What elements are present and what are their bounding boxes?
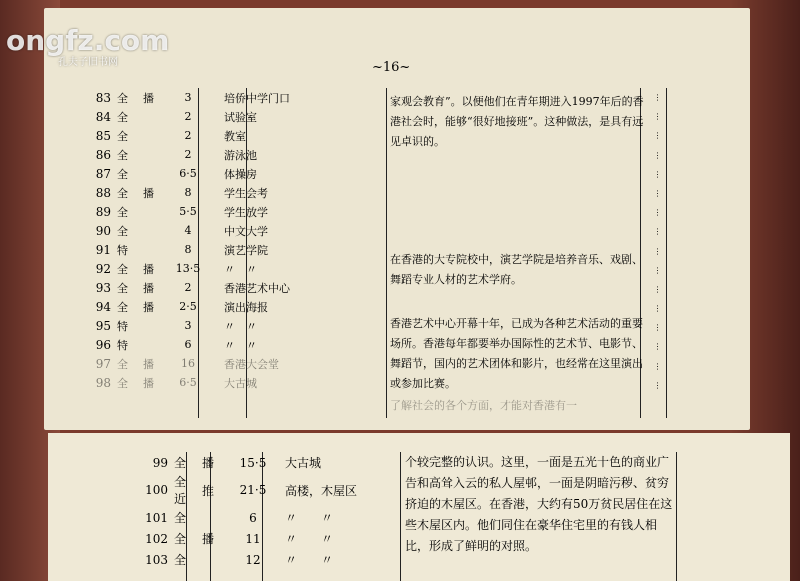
table-row (74, 297, 347, 316)
prose-paragraph: 在香港的大专院校中，演艺学院是培养音乐、戏剧、舞蹈专业人材的艺术学府。 (390, 253, 643, 286)
shot-content: 体操房 (224, 167, 257, 181)
shot-mark: 播 (143, 281, 154, 295)
shot-number: 92 (95, 261, 111, 276)
shot-type: 特 (117, 319, 128, 333)
watermark-cn: 孔夫子旧书网 (58, 57, 118, 68)
dotted-column (650, 88, 664, 418)
shot-type: 全 (117, 129, 128, 143)
shot-type: 全近 (174, 475, 187, 506)
dotted-mark: ⋮ (653, 227, 661, 237)
shot-type: 全 (174, 511, 187, 525)
shot-content: 〃 〃 (224, 338, 257, 352)
shot-number: 85 (95, 128, 111, 143)
shot-duration: 8 (184, 186, 192, 199)
shot-mark (140, 240, 166, 259)
shot-content: 大古城 (285, 456, 322, 470)
dotted-mark: ⋮ (653, 150, 661, 160)
shot-mark (140, 316, 166, 335)
shot-type: 特 (117, 243, 128, 257)
shot-number: 96 (95, 337, 111, 352)
shot-duration: 2·5 (179, 300, 197, 313)
shot-type: 全 (174, 532, 187, 546)
table-row (74, 221, 347, 240)
shot-number: 84 (95, 109, 111, 124)
shot-number: 89 (95, 204, 111, 219)
shot-mark: 推 (202, 483, 215, 498)
table-row (135, 549, 408, 570)
shot-duration: 12 (245, 552, 261, 567)
dotted-mark: ⋮ (653, 208, 661, 218)
shot-type: 特 (117, 338, 128, 352)
shot-content: 〃 〃 (285, 553, 334, 567)
shot-mark (199, 549, 231, 570)
shot-type: 全 (117, 110, 128, 124)
shot-content: 试验室 (224, 110, 257, 124)
table-row (74, 240, 347, 259)
shot-mark (199, 507, 231, 528)
shot-mark (140, 335, 166, 354)
shot-content: 培侨中学门口 (224, 91, 290, 105)
watermark-logo (6, 24, 169, 68)
shot-mark: 播 (143, 91, 154, 105)
dotted-mark: ⋮ (653, 188, 661, 198)
shot-type: 全 (117, 281, 128, 295)
dotted-mark: ⋮ (653, 304, 661, 314)
shot-number: 99 (152, 455, 168, 470)
shot-number: 97 (95, 356, 111, 371)
shot-duration: 3 (184, 91, 192, 104)
shot-type: 全 (117, 91, 128, 105)
shot-type: 全 (174, 456, 187, 470)
dotted-mark: ⋮ (653, 323, 661, 333)
shot-mark (140, 221, 166, 240)
shot-content: 游泳池 (224, 148, 257, 162)
shot-number: 95 (95, 318, 111, 333)
shot-duration: 15·5 (239, 455, 267, 470)
table-row (74, 126, 347, 145)
shot-content: 学生放学 (224, 205, 268, 219)
shot-duration: 6·5 (179, 376, 197, 389)
shot-mark: 播 (202, 456, 215, 470)
shot-content: 〃 〃 (285, 532, 334, 546)
dotted-mark: ⋮ (653, 361, 661, 371)
table-row (74, 107, 347, 126)
dotted-mark: ⋮ (653, 169, 661, 179)
shot-duration: 2 (184, 129, 192, 142)
shot-duration: 6 (184, 338, 192, 351)
table-row (74, 145, 347, 164)
shot-number: 86 (95, 147, 111, 162)
shot-content: 教室 (224, 129, 246, 143)
shot-mark: 播 (143, 376, 154, 390)
shot-duration: 2 (184, 110, 192, 123)
shot-number: 102 (145, 531, 168, 546)
shot-mark (140, 202, 166, 221)
dotted-mark: ⋮ (653, 342, 661, 352)
table-row (74, 354, 347, 373)
shot-table-upper (74, 88, 347, 392)
shot-type: 全 (117, 167, 128, 181)
shot-duration: 2 (184, 148, 192, 161)
shot-duration: 5·5 (179, 205, 197, 218)
shot-content: 高楼，木屋区 (285, 483, 358, 498)
shot-number: 93 (95, 280, 111, 295)
shot-number: 103 (145, 552, 168, 567)
table-row (74, 316, 347, 335)
table-row (135, 528, 408, 549)
shot-type: 全 (117, 224, 128, 238)
dotted-mark: ⋮ (653, 112, 661, 122)
shot-mark: 播 (143, 357, 154, 371)
shot-mark: 播 (202, 532, 215, 546)
shot-type: 全 (174, 553, 187, 567)
shot-number: 83 (95, 90, 111, 105)
shot-type: 全 (117, 300, 128, 314)
table-row (74, 373, 347, 392)
shot-mark: 播 (143, 186, 154, 200)
shot-number: 88 (95, 185, 111, 200)
table-row (74, 259, 347, 278)
dotted-mark: ⋮ (653, 93, 661, 102)
shot-duration: 6 (249, 510, 257, 525)
column-rule (676, 452, 677, 581)
prose-paragraph-lower: 个较完整的认识。这里，一面是五光十色的商业广告和高耸入云的私人屋邨，一面是阴暗污秽、贫穷挤迫的木屋区。在香港，大约有50万贫民居住在这些木屋区内。他们同住在豪华住宅里的有钱人相比，形成了鲜明的对照。 (405, 455, 673, 553)
shot-content: 学生会考 (224, 186, 268, 200)
shot-mark (140, 126, 166, 145)
table-row (135, 452, 408, 473)
shot-type: 全 (117, 357, 128, 371)
table-row (135, 507, 408, 528)
shot-mark (140, 145, 166, 164)
dotted-mark: ⋮ (653, 131, 661, 141)
shot-number: 90 (95, 223, 111, 238)
shot-duration: 13·5 (175, 262, 201, 275)
dotted-mark: ⋮ (653, 265, 661, 275)
shot-content: 〃 〃 (224, 319, 257, 333)
shot-mark (140, 164, 166, 183)
shot-mark (140, 107, 166, 126)
prose-paragraph: 香港艺术中心开幕十年，已成为各种艺术活动的重要场所。香港每年都要举办国际性的艺术节、电影节、舞蹈节，国内的艺术团体和影片，也经常在这里演出或参加比赛。 (390, 317, 643, 390)
dotted-mark: ⋮ (653, 284, 661, 294)
dotted-mark: ⋮ (653, 246, 661, 256)
shot-duration: 11 (245, 531, 261, 546)
shot-duration: 21·5 (239, 483, 267, 497)
shot-number: 91 (95, 242, 111, 257)
shot-content: 香港大会堂 (224, 357, 279, 371)
shot-content: 〃 〃 (285, 511, 334, 525)
table-row (74, 278, 347, 297)
prose-paragraph: 了解社会的各个方面，才能对香港有一 (390, 399, 577, 412)
shot-number: 94 (95, 299, 111, 314)
shot-number: 101 (145, 510, 168, 525)
table-row (74, 164, 347, 183)
shot-duration: 2 (184, 281, 192, 294)
shot-content: 演艺学院 (224, 243, 268, 257)
shot-mark: 播 (143, 262, 154, 276)
shot-number: 100 (145, 483, 168, 497)
shot-type: 全 (117, 376, 128, 390)
shot-table-lower (135, 452, 408, 570)
column-rule (666, 88, 667, 418)
shot-content: 中文大学 (224, 224, 268, 238)
column-rule (386, 88, 387, 418)
shot-duration: 4 (184, 224, 192, 237)
table-row (74, 88, 347, 107)
shot-number: 98 (95, 375, 111, 390)
shot-content: 香港艺术中心 (224, 281, 290, 295)
shot-duration: 8 (184, 243, 192, 256)
table-row (135, 473, 408, 507)
page-number: ~16~ (372, 60, 411, 75)
table-row (74, 183, 347, 202)
shot-type: 全 (117, 148, 128, 162)
dotted-mark: ⋮ (653, 380, 661, 390)
shot-duration: 6·5 (179, 167, 197, 180)
watermark-site: ongfz.com (6, 24, 170, 57)
shot-content: 大古城 (224, 376, 257, 390)
prose-paragraph: 家观会教育”。以便他们在青年期进入1997年后的香港社会时，能够“很好地接班”。这种做法，是具有远见卓识的。 (390, 95, 644, 148)
shot-content: 演出海报 (224, 300, 268, 314)
shot-type: 全 (117, 262, 128, 276)
shot-number: 87 (95, 166, 111, 181)
shot-content: 〃 〃 (224, 262, 257, 276)
shot-duration: 16 (181, 357, 195, 370)
table-row (74, 202, 347, 221)
shot-type: 全 (117, 186, 128, 200)
shot-type: 全 (117, 205, 128, 219)
shot-mark: 播 (143, 300, 154, 314)
table-row (74, 335, 347, 354)
shot-duration: 3 (184, 319, 192, 332)
